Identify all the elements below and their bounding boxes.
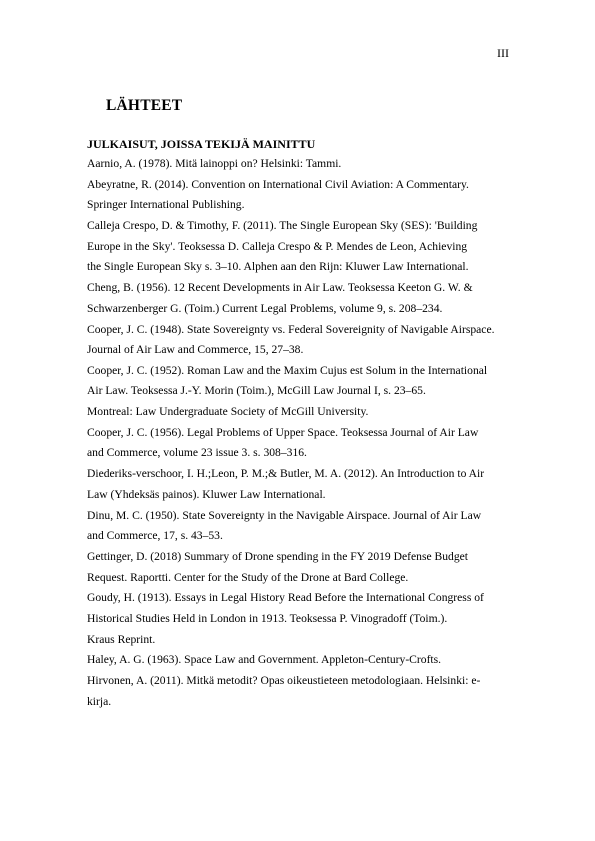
reference-line: Hirvonen, A. (2011). Mitkä metodit? Opas oikeustieteen metodologiaan. Helsinki: e- <box>87 674 481 688</box>
reference-entry <box>87 423 517 464</box>
reference-line: Abeyratne, R. (2014). Convention on International Civil Aviation: A Commentary. <box>87 177 469 191</box>
reference-line: Law (Yhdeksäs painos). Kluwer Law International. <box>87 487 326 501</box>
reference-line: Request. Raportti. Center for the Study of the Drone at Bard College. <box>87 570 409 584</box>
reference-line: Goudy, H. (1913). Essays in Legal History Read Before the International Congress of <box>87 591 484 605</box>
reference-line: Calleja Crespo, D. & Timothy, F. (2011). The Single European Sky (SES): 'Building <box>87 219 478 233</box>
page-title: LÄHTEET <box>106 97 183 114</box>
reference-entry <box>87 464 517 505</box>
reference-entry <box>87 361 517 423</box>
reference-entry <box>87 547 517 588</box>
reference-entry <box>87 320 517 361</box>
reference-line: Springer International Publishing. <box>87 198 245 212</box>
page-number: III <box>497 46 509 60</box>
reference-entry <box>87 278 517 319</box>
reference-entry <box>87 650 517 671</box>
reference-line: Cooper, J. C. (1956). Legal Problems of Upper Space. Teoksessa Journal of Air Law <box>87 425 479 439</box>
reference-line: Schwarzenberger G. (Toim.) Current Legal Problems, volume 9, s. 208–234. <box>87 301 443 315</box>
reference-line: Kraus Reprint. <box>87 632 156 646</box>
reference-list <box>87 154 517 712</box>
reference-line: and Commerce, 17, s. 43–53. <box>87 529 223 543</box>
reference-line: Gettinger, D. (2018) Summary of Drone spending in the FY 2019 Defense Budget <box>87 549 468 563</box>
reference-entry <box>87 671 517 712</box>
reference-line: Air Law. Teoksessa J.-Y. Morin (Toim.), McGill Law Journal I, s. 23–65. <box>87 384 426 398</box>
reference-entry <box>87 154 517 175</box>
reference-line: kirja. <box>87 694 112 708</box>
reference-entry <box>87 216 517 278</box>
reference-line: and Commerce, volume 23 issue 3. s. 308–316. <box>87 446 307 460</box>
reference-line: the Single European Sky s. 3–10. Alphen aan den Rijn: Kluwer Law International. <box>87 260 469 274</box>
reference-line: Dinu, M. C. (1950). State Sovereignty in the Navigable Airspace. Journal of Air Law <box>87 508 482 522</box>
reference-line: Journal of Air Law and Commerce, 15, 27–38. <box>87 343 304 357</box>
reference-entry <box>87 175 517 216</box>
reference-line: Historical Studies Held in London in 1913. Teoksessa P. Vinogradoff (Toim.). <box>87 611 448 625</box>
reference-entry <box>87 588 517 650</box>
reference-line: Montreal: Law Undergraduate Society of McGill University. <box>87 405 369 419</box>
reference-line: Haley, A. G. (1963). Space Law and Government. Appleton-Century-Crofts. <box>87 653 442 667</box>
reference-line: Aarnio, A. (1978). Mitä lainoppi on? Helsinki: Tammi. <box>87 157 342 170</box>
reference-line: Cheng, B. (1956). 12 Recent Developments in Air Law. Teoksessa Keeton G. W. & <box>87 281 473 295</box>
reference-line: Diederiks-verschoor, I. H.;Leon, P. M.;& Butler, M. A. (2012). An Introduction to Air <box>87 467 485 481</box>
reference-line: Europe in the Sky'. Teoksessa D. Calleja Crespo & P. Mendes de Leon, Achieving <box>87 239 468 253</box>
section-title: JULKAISUT, JOISSA TEKIJÄ MAINITTU <box>87 137 316 151</box>
reference-entry <box>87 506 517 547</box>
reference-line: Cooper, J. C. (1952). Roman Law and the Maxim Cujus est Solum in the International <box>87 363 488 377</box>
reference-line: Cooper, J. C. (1948). State Sovereignty vs. Federal Sovereignity of Navigable Airspace. <box>87 322 495 336</box>
